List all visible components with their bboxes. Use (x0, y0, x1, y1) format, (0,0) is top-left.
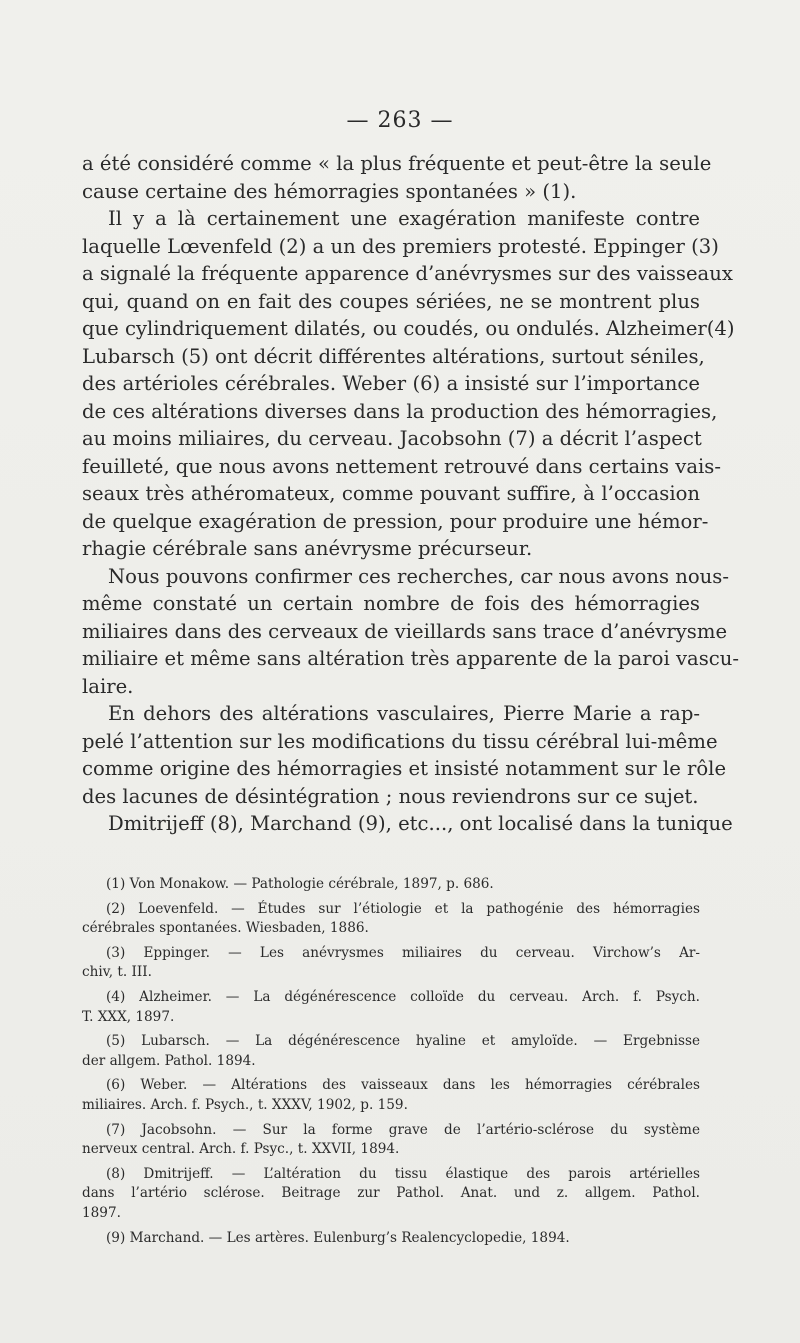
footnote-line: (2) Loevenfeld. — Études sur l’étiologie et la pathogénie des hémorragies (106, 900, 700, 917)
body-line: des lacunes de désintégration ; nous reviendrons sur ce sujet. (82, 784, 699, 808)
footnote-line: (9) Marchand. — Les artères. Eulenburg’s Realencyclopedie, 1894. (106, 1229, 570, 1246)
body-line: des artérioles cérébrales. Weber (6) a insisté sur l’importance (82, 372, 700, 395)
footnote-line: (8) Dmitrijeff. — L’altération du tissu élastique des parois artérielles (106, 1165, 700, 1182)
body-line: miliaires dans des cerveaux de vieillards sans trace d’anévrysme (82, 619, 728, 643)
footnote-line: cérébrales spontanées. Wiesbaden, 1886. (82, 920, 369, 937)
body-text (82, 150, 739, 838)
footnote-line: (6) Weber. — Altérations des vaisseaux dans les hémorragies cérébrales (106, 1077, 700, 1094)
body-line: que cylindriquement dilatés, ou coudés, ou ondulés. Alzheimer(4) (82, 317, 735, 340)
footnote-line: 1897. (82, 1204, 121, 1221)
footnote-line: T. XXX, 1897. (82, 1008, 175, 1025)
body-line: même constaté un certain nombre de fois des hémorragies (82, 592, 700, 615)
footnote-line: dans l’artério sclérose. Beitrage zur Pathol. Anat. und z. allgem. Pathol. (82, 1185, 700, 1202)
footnote-line: (5) Lubarsch. — La dégénérescence hyaline et amyloïde. — Ergebnisse (106, 1033, 700, 1050)
footnote-line: chiv, t. III. (82, 964, 152, 981)
body-line: miliaire et même sans altération très apparente de la paroi vascu- (82, 647, 739, 670)
footnotes (82, 875, 700, 1248)
body-line: comme origine des hémorragies et insisté notamment sur le rôle (82, 757, 727, 780)
footnote-line: (1) Von Monakow. — Pathologie cérébrale, 1897, p. 686. (106, 876, 494, 892)
footnote-line: nerveux central. Arch. f. Psyc., t. XXVII, 1894. (82, 1141, 400, 1158)
body-line: Il y a là certainement une exagération manifeste contre (108, 207, 700, 230)
footnote-line: (3) Eppinger. — Les anévrysmes miliaires du cerveau. Virchow’s Ar- (106, 944, 700, 961)
footnote-line: der allgem. Pathol. 1894. (82, 1052, 256, 1069)
body-line: a signalé la fréquente apparence d’anévrysmes sur des vaisseaux (82, 262, 733, 285)
footnote-line: (4) Alzheimer. — La dégénérescence colloïde du cerveau. Arch. f. Psych. (106, 988, 700, 1005)
body-line: de ces altérations diverses dans la production des hémorragies, (82, 399, 718, 423)
page-number: — 263 — (346, 108, 454, 133)
body-line: pelé l’attention sur les modifications du tissu cérébral lui-même (82, 729, 718, 753)
body-line: qui, quand on en fait des coupes sériées, ne se montrent plus (82, 289, 700, 313)
body-line: Nous pouvons confirmer ces recherches, car nous avons nous- (108, 564, 729, 588)
body-line: Lubarsch (5) ont décrit différentes altérations, surtout séniles, (82, 344, 705, 368)
body-line: de quelque exagération de pression, pour produire une hémor- (82, 509, 709, 533)
body-line: rhagie cérébrale sans anévrysme précurseur. (82, 537, 533, 560)
body-line: laquelle Lœvenfeld (2) a un des premiers protesté. Eppinger (3) (82, 234, 719, 258)
body-line: seaux très athéromateux, comme pouvant suffire, à l’occasion (82, 482, 700, 505)
footnote-line: miliaires. Arch. f. Psych., t. XXXV, 1902, p. 159. (82, 1096, 408, 1113)
body-line: a été considéré comme « la plus fréquente et peut-être la seule (82, 152, 712, 175)
body-line: laire. (82, 674, 134, 698)
footnote-line: (7) Jacobsohn. — Sur la forme grave de l’artério-sclérose du système (106, 1121, 700, 1138)
body-line: cause certaine des hémorragies spontanées » (1). (82, 179, 577, 203)
body-line: feuilleté, que nous avons nettement retrouvé dans certains vais- (82, 454, 721, 478)
body-line: En dehors des altérations vasculaires, Pierre Marie a rap- (108, 702, 700, 725)
body-line: au moins miliaires, du cerveau. Jacobsohn (7) a décrit l’aspect (82, 427, 702, 450)
body-line: Dmitrijeff (8), Marchand (9), etc..., ont localisé dans la tunique (108, 812, 733, 835)
